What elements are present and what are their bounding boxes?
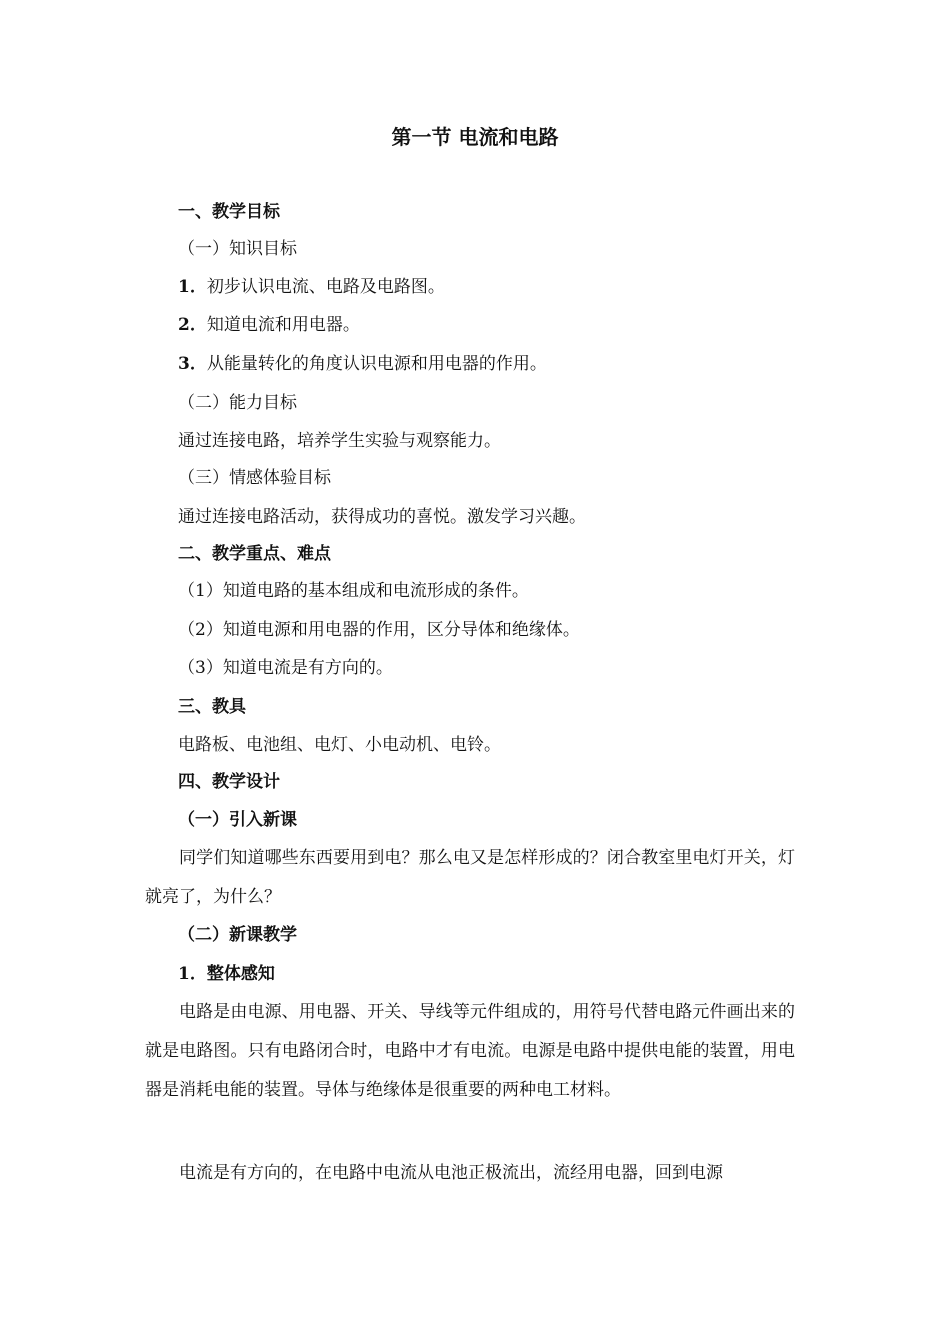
section-heading-tools: 三、教具 — [178, 697, 246, 717]
subheading-new-lesson: （二）新课教学 — [178, 925, 297, 945]
section-heading-design: 四、教学设计 — [178, 772, 280, 792]
ability-text: 通过连接电路，培养学生实验与观察能力。 — [178, 431, 501, 451]
item-text: 初步认识电流、电路及电路图。 — [206, 277, 445, 297]
key-point-2: （2）知道电源和用电器的作用，区分导体和绝缘体。 — [178, 620, 580, 640]
item-number: 2． — [178, 315, 207, 335]
item-text: 从能量转化的角度认识电源和用电器的作用。 — [206, 354, 547, 374]
overview-paragraph-2: 电流是有方向的，在电路中电流从电池正极流出，流经用电器，回到电源 — [179, 1163, 723, 1183]
page-title: 第一节 电流和电路 — [391, 125, 559, 149]
key-point-1: （1）知道电路的基本组成和电流形成的条件。 — [178, 581, 529, 601]
section-heading-key-points: 二、教学重点、难点 — [178, 544, 331, 564]
subheading-overview: 1．整体感知 — [178, 964, 275, 984]
overview-paragraph-1: 电路是由电源、用电器、开关、导线等元件组成的，用符号代替电路元件画出来的就是电路图。只有电路闭合时，电路中才有电流。电源是电路中提供电能的装置，用电器是消耗电能的装置。导体与绝缘体是很重要的两种电工材料。 — [145, 1002, 795, 1100]
section-heading-objectives: 一、教学目标 — [178, 202, 280, 222]
intro-paragraph: 同学们知道哪些东西要用到电？那么电又是怎样形成的？闭合教室里电灯开关，灯就亮了，为什么？ — [145, 848, 795, 907]
emotion-text: 通过连接电路活动，获得成功的喜悦。激发学习兴趣。 — [178, 507, 586, 527]
subheading-ability: （二）能力目标 — [178, 393, 297, 413]
subheading-intro: （一）引入新课 — [178, 810, 297, 830]
tools-text: 电路板、电池组、电灯、小电动机、电铃。 — [178, 735, 501, 755]
knowledge-item-2 — [178, 312, 360, 338]
item-number: 3． — [178, 354, 207, 374]
subheading-knowledge: （一）知识目标 — [178, 239, 297, 259]
knowledge-item-1 — [178, 274, 445, 300]
knowledge-item-3 — [178, 351, 547, 377]
subheading-emotion: （三）情感体验目标 — [178, 468, 331, 488]
key-point-3: （3）知道电流是有方向的。 — [178, 658, 393, 678]
item-text: 知道电流和用电器。 — [206, 315, 360, 335]
item-number: 1． — [178, 277, 207, 297]
